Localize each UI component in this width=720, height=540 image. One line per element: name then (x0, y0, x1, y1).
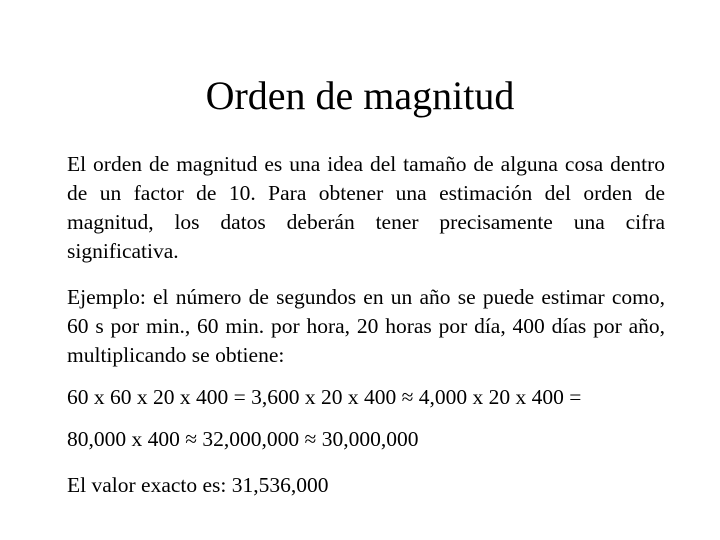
equation-line-1: 60 x 60 x 20 x 400 = 3,600 x 20 x 400 ≈ 4,000 x 20 x 400 = (67, 385, 582, 409)
slide-title: Orden de magnitud (205, 73, 515, 118)
exact-value-line: El valor exacto es: 31,536,000 (67, 473, 329, 497)
equation-line-2: 80,000 x 400 ≈ 32,000,000 ≈ 30,000,000 (67, 427, 419, 451)
paragraph-example: Ejemplo: el número de segundos en un año se puede estimar como, 60 s por min., 60 min. por hora, 20 horas por día, 400 días por año, multiplicando se obtiene: (67, 285, 665, 367)
paragraph-definition: El orden de magnitud es una idea del tamaño de alguna cosa dentro de un factor de 10. Para obtener una estimación del orden de magnitud, los datos deberán tener precisamente una cifra significativa. (67, 152, 665, 263)
